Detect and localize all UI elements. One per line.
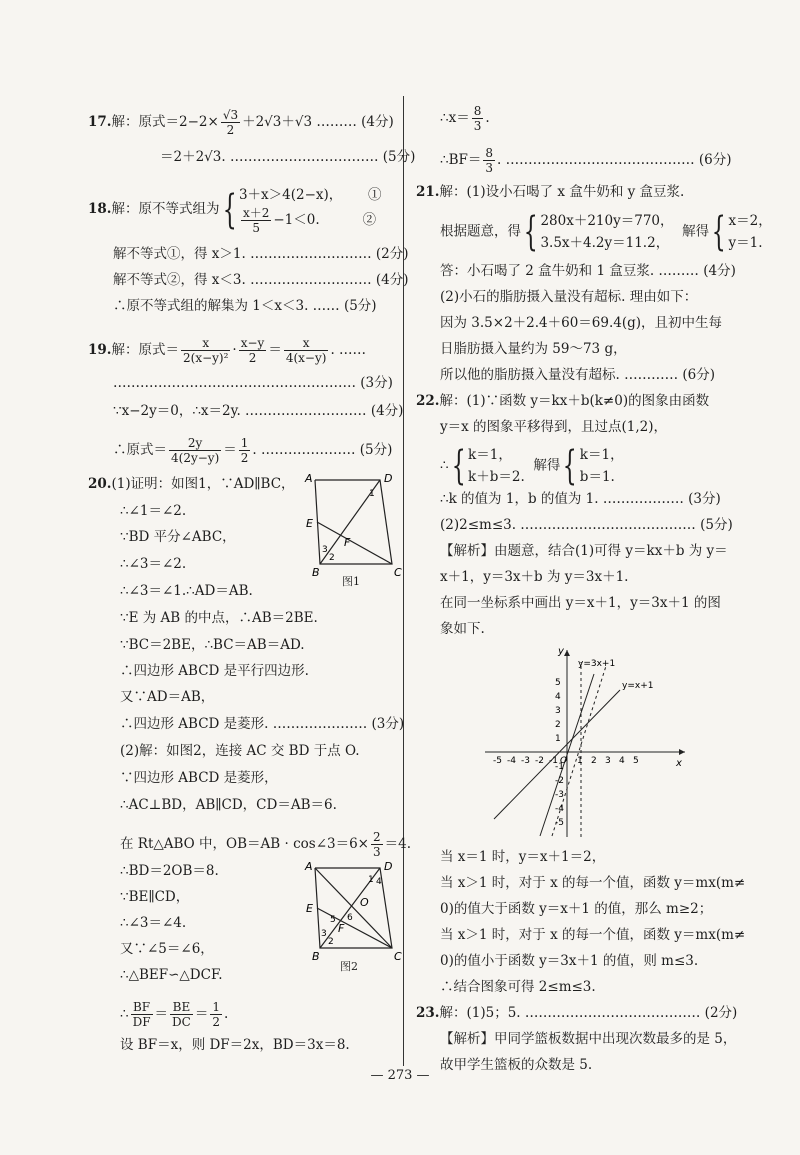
circle-2: ② <box>362 212 377 228</box>
question-number: 22. <box>416 393 440 409</box>
q22-line8: 在同一坐标系中画出 y＝x＋1，y＝3x＋1 的图 <box>440 595 721 611</box>
question-number: 19. <box>88 342 112 358</box>
q22-line1 <box>416 392 709 410</box>
equals: ＝ <box>268 342 282 358</box>
text: 解得 <box>533 457 561 474</box>
q21-line5: 因为 3.5×2＋2.4＋60＝69.4(g)，且初中生每 <box>440 315 723 331</box>
q18-line1 <box>88 184 382 235</box>
q19-line3: ∵x−2y＝0，∴x＝2y. ……………………… (4分) <box>113 403 404 419</box>
q20-line13: ∴AC⊥BD，AB∥CD，CD＝AB＝6. <box>120 797 337 813</box>
denominator: 2 <box>226 123 235 137</box>
y-tick-label: 4 <box>555 692 561 702</box>
q22-line9: 象如下. <box>440 621 485 637</box>
q20-line6: ∵E 为 AB 的中点，∴AB＝2BE. <box>120 610 318 626</box>
text: 解：(1)5；5. ………………………………… (2分) <box>439 1005 738 1021</box>
text: ∴原式＝ <box>113 442 167 458</box>
text: ＝ <box>194 1006 209 1022</box>
q18-line4: ∴原不等式组的解集为 1＜x＜3. …… (5分) <box>113 298 377 314</box>
angle-6: 6 <box>347 913 353 923</box>
q20-line17: ∴∠3＝∠4. <box>120 915 187 931</box>
text: . <box>485 110 490 126</box>
y-tick-labels <box>555 678 564 828</box>
fraction <box>483 146 495 175</box>
q20-line19: ∴△BEF∽△DCF. <box>120 967 223 983</box>
numerator: 8 <box>473 104 482 118</box>
q23-line3: 故甲学生篮板的众数是 5. <box>440 1057 593 1073</box>
fraction <box>284 336 329 365</box>
text: (1)证明：如图1，∵AD∥BC， <box>111 476 295 492</box>
numerator: 2y <box>169 436 221 451</box>
angle-1: 1 <box>369 489 375 499</box>
label-c: C <box>394 566 402 579</box>
equation-system <box>540 210 673 254</box>
q21-line2 <box>440 210 772 254</box>
q20-line4: ∴∠3＝∠2. <box>120 556 187 572</box>
q22-line2: y＝x 的图象平移得到，且过点(1,2)， <box>440 419 668 435</box>
circle-1: ① <box>368 187 382 203</box>
numerator: √3 <box>222 108 239 122</box>
q20-line8: ∴四边形 ABCD 是平行四边形. <box>120 663 309 679</box>
numerator: BE <box>170 1000 193 1015</box>
q20-line1 <box>88 475 295 493</box>
y-tick-label: 5 <box>555 678 561 688</box>
text: . ………………… (5分) <box>252 442 393 458</box>
q19-line1 <box>88 336 366 365</box>
x-tick-label: 1 <box>577 756 583 766</box>
text: . <box>224 1006 229 1022</box>
sol-2: y＝1. <box>728 235 763 251</box>
label-e: E <box>306 902 313 915</box>
label-f: F <box>344 536 351 549</box>
q18-line3: 解不等式②，得 x＜3. ……………………… (4分) <box>113 272 409 288</box>
x-tick-label: 5 <box>633 756 639 766</box>
ineq-2: −1＜0. <box>273 212 320 228</box>
denominator: DC <box>172 1015 191 1029</box>
angle-3: 3 <box>322 545 328 555</box>
q22-line11: 当 x＞1 时，对于 x 的每一个值，函数 y＝mx(m≠ <box>440 875 746 891</box>
numerator: x <box>181 336 230 351</box>
left-brace: { <box>711 209 726 255</box>
numerator: x <box>284 336 329 351</box>
numerator: 8 <box>485 146 494 160</box>
sol-1: x＝2， <box>728 213 772 229</box>
left-brace: { <box>563 443 578 489</box>
label-o: O <box>360 896 369 909</box>
y-tick-label: -5 <box>555 818 564 828</box>
text: ∴ <box>440 457 449 474</box>
q20-line12: ∵四边形 ABCD 是菱形， <box>120 770 278 786</box>
function-graph <box>480 642 690 842</box>
q21-line6: 日脂肪摄入量约为 59～73 g， <box>440 341 627 357</box>
text: . …… <box>330 342 367 358</box>
q22-line4: ∴k 的值为 1，b 的值为 1. ……………… (3分) <box>440 491 721 507</box>
x-tick-label: 4 <box>619 756 625 766</box>
q20-line10: ∴四边形 ABCD 是菱形. ………………… (3分) <box>120 716 405 732</box>
left-brace: { <box>222 186 237 233</box>
ineq-1: 3＋x＞4(2−x)， <box>238 187 343 203</box>
denominator: 2 <box>240 451 249 465</box>
sol-1: k＝1， <box>579 447 624 463</box>
inequality-system <box>239 184 382 235</box>
q20-line15: ∴BD＝2OB＝8. <box>120 863 219 879</box>
label-b: B <box>312 566 320 579</box>
denominator: 4(2y−y) <box>171 451 220 465</box>
q20-line14 <box>120 830 411 859</box>
numerator: 2 <box>373 830 381 844</box>
denominator: 4(x−y) <box>285 351 327 365</box>
q19-line4 <box>113 436 392 465</box>
label-x-plus-1: y=x+1 <box>622 681 654 691</box>
denominator: 3 <box>473 119 482 133</box>
origin-label: O <box>560 756 568 766</box>
y-tick-label: 1 <box>555 734 561 744</box>
fraction <box>170 1000 193 1029</box>
q22-line12: 0)的值大于函数 y＝x＋1 的值，那么 m≥2； <box>440 901 713 917</box>
numerator: 1 <box>240 436 249 450</box>
denominator: 2 <box>248 351 257 365</box>
q22-line6: 【解析】由题意，结合(1)可得 y＝kx＋b 为 y＝ <box>440 543 728 559</box>
angle-1: 1 <box>368 875 374 885</box>
dot: · <box>232 342 237 358</box>
q20-line16: ∵BE∥CD， <box>120 889 190 905</box>
q17-line2: ＝2＋2√3. …………………………… (5分) <box>160 149 416 165</box>
x-axis-label: x <box>676 758 682 769</box>
q20-line2: ∴∠1＝∠2. <box>120 503 187 519</box>
text: ∴ <box>120 1006 129 1022</box>
r-top-line1 <box>440 104 490 133</box>
fraction <box>472 104 484 133</box>
numerator: x＋2 <box>242 206 270 220</box>
x-tick-label: -5 <box>493 756 502 766</box>
numerator: x−y <box>240 336 265 350</box>
solution-system <box>729 210 772 254</box>
q21-line1 <box>416 183 684 201</box>
y-tick-label: -2 <box>555 776 564 786</box>
y-tick-label: 2 <box>555 720 561 730</box>
angle-2: 2 <box>328 937 334 947</box>
x-tick-label: -2 <box>535 756 544 766</box>
y-axis-label: y <box>558 646 564 657</box>
sol-2: b＝1. <box>579 469 615 485</box>
q20-line5: ∴∠3＝∠1.∴AD＝AB. <box>120 583 253 599</box>
label-d: D <box>384 472 393 485</box>
figure-1-caption: 图1 <box>342 575 360 588</box>
page-number: — 273 — <box>370 1068 430 1083</box>
label-3x-plus-1: y=3x+1 <box>578 659 616 669</box>
label-d: D <box>384 860 393 873</box>
eq-2: 3.5x＋4.2y＝11.2， <box>540 235 670 251</box>
q22-line10: 当 x＝1 时，y＝x＋1＝2， <box>440 849 606 865</box>
x-tick-label: -1 <box>549 756 558 766</box>
y-tick-label: -1 <box>555 762 564 772</box>
fraction <box>371 830 383 859</box>
angle-2: 2 <box>329 553 335 563</box>
y-tick-label: -3 <box>555 790 564 800</box>
text: 解：原不等式组为 <box>111 201 220 217</box>
q23-line1 <box>416 1004 737 1022</box>
q20-line21: 设 BF＝x，则 DF＝2x，BD＝3x＝8. <box>120 1037 350 1053</box>
x-tick-label: -3 <box>521 756 530 766</box>
text: 解：原式＝2−2× <box>111 114 219 130</box>
text: ＝ <box>223 442 237 458</box>
label-e: E <box>306 517 313 530</box>
q20-line18: 又∵∠5＝∠6， <box>120 941 214 957</box>
fraction <box>210 1000 222 1029</box>
q21-line3: 答：小石喝了 2 盒牛奶和 1 盒豆浆. ……… (4分) <box>440 263 736 279</box>
label-b: B <box>312 950 320 963</box>
denominator: 2(x−y)² <box>183 351 229 365</box>
text: ＋2√3＋√3 ……… (4分) <box>242 114 394 130</box>
q22-line13: 当 x＞1 时，对于 x 的每一个值，函数 y＝mx(m≠ <box>440 927 746 943</box>
fraction <box>241 206 271 235</box>
q18-line2: 解不等式①，得 x＞1. ……………………… (2分) <box>113 246 409 262</box>
eq-1: 280x＋210y＝770， <box>540 213 674 229</box>
x-tick-label: 3 <box>605 756 611 766</box>
denominator: DF <box>132 1015 151 1029</box>
left-brace: { <box>451 443 466 489</box>
equation-system <box>468 444 525 488</box>
text: ＝ <box>154 1006 169 1022</box>
question-number: 17. <box>88 114 112 130</box>
fraction <box>131 1000 153 1029</box>
numerator: 1 <box>212 1000 220 1014</box>
denominator: 3 <box>373 845 381 859</box>
denominator: 5 <box>252 221 260 235</box>
x-tick-label: -4 <box>507 756 516 766</box>
q20-line9: 又∵AD＝AB， <box>120 689 215 705</box>
denominator: 3 <box>485 161 494 175</box>
text: 解：(1)∵函数 y＝kx＋b(k≠0)的图象由函数 <box>439 393 710 409</box>
question-number: 23. <box>416 1005 440 1021</box>
angle-4: 4 <box>376 877 382 887</box>
solution-system <box>580 444 624 488</box>
fraction <box>239 436 251 465</box>
q22-line15: ∴结合图象可得 2≤m≤3. <box>440 979 596 995</box>
numerator: BF <box>131 1000 153 1015</box>
text: ∴BF＝ <box>440 152 482 168</box>
q21-line4: (2)小石的脂肪摄入量没有超标. 理由如下： <box>440 289 698 305</box>
q17-line1 <box>88 108 394 137</box>
text: ∴x＝ <box>440 110 470 126</box>
label-a: A <box>305 472 313 485</box>
q20-line20 <box>120 1000 228 1029</box>
y-tick-label: -4 <box>555 804 564 814</box>
eq-2: k＋b＝2. <box>468 469 525 485</box>
x-tick-label: 2 <box>591 756 597 766</box>
r-top-line2 <box>440 146 732 175</box>
q22-line7: x＋1，y＝3x＋b 为 y＝3x＋1. <box>440 569 629 585</box>
text: ＝4. <box>384 836 412 852</box>
q23-line2: 【解析】甲同学篮板数据中出现次数最多的是 5， <box>440 1031 737 1047</box>
question-number: 20. <box>88 476 112 492</box>
fraction <box>239 336 267 365</box>
q20-line7: ∵BC＝2BE，∴BC＝AB＝AD. <box>120 637 305 653</box>
label-c: C <box>394 950 402 963</box>
eq-1: k＝1， <box>468 447 512 463</box>
q22-line3 <box>440 444 624 488</box>
label-f: F <box>338 922 345 935</box>
angle-5: 5 <box>330 915 336 925</box>
figure-2 <box>300 860 405 970</box>
q22-line5: (2)2≤m≤3. ………………………………… (5分) <box>440 517 733 533</box>
q20-line11: (2)解：如图2，连接 AC 交 BD 于点 O. <box>120 743 360 759</box>
denominator: 2 <box>212 1015 220 1029</box>
q21-line7: 所以他的脂肪摄入量没有超标. ………… (6分) <box>440 367 715 383</box>
q22-line14: 0)的值小于函数 y＝3x＋1 的值，则 m≤3. <box>440 953 699 969</box>
label-a: A <box>305 860 313 873</box>
text: 解得 <box>682 223 710 240</box>
y-tick-label: 3 <box>555 706 561 716</box>
text: 在 Rt△ABO 中，OB＝AB · cos∠3＝6× <box>120 836 369 852</box>
fraction <box>221 108 240 137</box>
q20-line3: ∵BD 平分∠ABC， <box>120 529 236 545</box>
text: 解：(1)设小石喝了 x 盒牛奶和 y 盒豆浆. <box>439 184 685 200</box>
text: . …………………………………… (6分) <box>497 152 732 168</box>
angle-3: 3 <box>321 929 327 939</box>
figure-2-caption: 图2 <box>340 960 358 973</box>
fraction <box>169 436 221 465</box>
text: 根据题意，得 <box>440 223 521 240</box>
text: 解：原式＝ <box>111 342 179 358</box>
question-number: 18. <box>88 201 112 217</box>
fraction <box>181 336 230 365</box>
question-number: 21. <box>416 184 440 200</box>
q19-line2: ……………………………………………… (3分) <box>113 375 393 391</box>
left-brace: { <box>523 209 538 255</box>
